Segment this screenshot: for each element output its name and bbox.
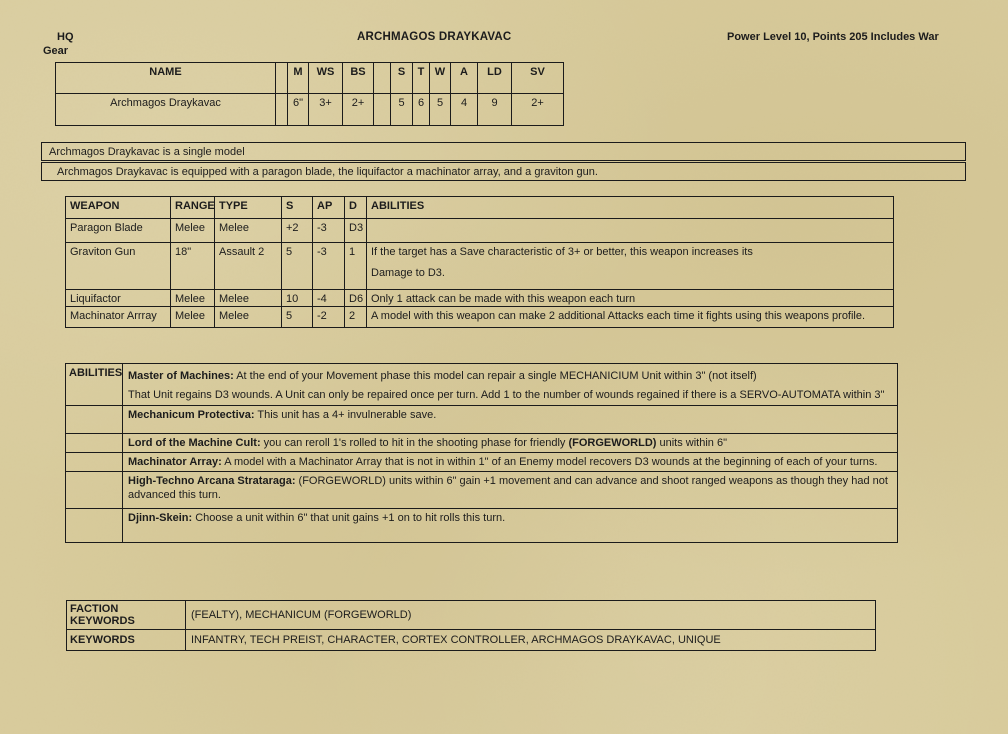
weapon-row-paragon-blade [66,219,894,243]
weapon-row-liquifactor [66,290,894,307]
weapon-abilities-line2: Damage to D3. [371,267,445,279]
weapon-abilities [367,243,894,290]
stats-header-a: A [451,63,478,94]
keywords-row [67,630,876,651]
weapon-abilities-line1: If the target has a Save characteristic of 3+ or better, this weapon increases its [371,246,753,258]
stats-table [55,62,564,126]
abilities-label-spacer [66,453,123,472]
abilities-label-spacer [66,509,123,543]
weapon-range: Melee [171,307,215,328]
ability-text [123,406,898,434]
ability-text-post: units within 6" [659,437,727,449]
weapon-row-machinator-array [66,307,894,328]
weapon-s: 5 [282,307,313,328]
weapon-d: 2 [345,307,367,328]
weapons-header-row [66,197,894,219]
keywords-table [66,600,876,651]
abilities-label-spacer [66,406,123,434]
weapon-ap: -3 [313,243,345,290]
equipment-banner: Archmagos Draykavac is equipped with a paragon blade, the liquifactor a machinator array, and a graviton gun. [41,162,966,181]
weapon-ap: -4 [313,290,345,307]
ability-name: Machinator Array: [128,456,222,468]
weapons-header-weapon: WEAPON [66,197,171,219]
keywords-value: INFANTRY, TECH PREIST, CHARACTER, CORTEX CONTROLLER, ARCHMAGOS DRAYKAVAC, UNIQUE [186,630,876,651]
ability-text [123,364,898,406]
ability-name: High-Techno Arcana Strataraga: [128,475,296,487]
stat-ws: 3+ [309,94,343,126]
weapon-range: Melee [171,290,215,307]
weapon-name: Machinator Arrray [66,307,171,328]
weapon-type: Melee [215,290,282,307]
weapon-s: 10 [282,290,313,307]
stat-m: 6" [288,94,309,126]
abilities-label-spacer [66,434,123,453]
ability-line2: That Unit regains D3 wounds. A Unit can only be repaired once per turn. Add 1 to the number of wounds regained if there is a SERVO-AUTOMATA within 3" [128,389,885,401]
weapon-range: Melee [171,219,215,243]
ability-line1: This unit has a 4+ invulnerable save. [257,409,437,421]
stats-header-row [56,63,564,94]
ability-keyword: (FORGEWORLD) [568,437,657,449]
ability-name: Lord of the Machine Cult: [128,437,261,449]
weapons-table [65,196,894,328]
stats-header-name: NAME [56,63,276,94]
stats-header-sv: SV [512,63,564,94]
weapons-header-ap: AP [313,197,345,219]
stats-header-m: M [288,63,309,94]
weapon-row-graviton-gun [66,243,894,290]
ability-line1: Choose a unit within 6" that unit gains +1 on to hit rolls this turn. [195,512,506,524]
faction-keywords-value: (FEALTY), MECHANICUM (FORGEWORLD) [186,601,876,630]
stat-w: 5 [430,94,451,126]
stats-header-w: W [430,63,451,94]
weapon-type: Melee [215,219,282,243]
keywords-label: KEYWORDS [67,630,186,651]
ability-text [123,472,898,509]
weapon-abilities [367,219,894,243]
stats-header-spacer2 [374,63,391,94]
ability-row-high-techno-arcana [66,472,898,509]
ability-line1: (FORGEWORLD) units within 6" gain +1 movement and can advance and shoot ranged weapons as though they had not [298,475,888,487]
weapon-name: Graviton Gun [66,243,171,290]
ability-line2: advanced this turn. [128,489,221,501]
stats-header-s: S [391,63,413,94]
stat-bs: 2+ [343,94,374,126]
stats-header-ws: WS [309,63,343,94]
weapon-type: Assault 2 [215,243,282,290]
ability-text [123,509,898,543]
weapon-d: D3 [345,219,367,243]
stat-s: 5 [391,94,413,126]
faction-keywords-row [67,601,876,630]
single-model-banner: Archmagos Draykavac is a single model [41,142,966,161]
stat-sv: 2+ [512,94,564,126]
category-label: HQ [57,31,74,43]
stat-a: 4 [451,94,478,126]
weapon-d: D6 [345,290,367,307]
weapon-type: Melee [215,307,282,328]
stat-spacer1 [276,94,288,126]
ability-text [123,453,898,472]
ability-row-lord-of-the-machine-cult [66,434,898,453]
stats-header-spacer1 [276,63,288,94]
weapon-d: 1 [345,243,367,290]
points-label: Power Level 10, Points 205 Includes War [727,31,939,43]
ability-text-pre: you can reroll 1's rolled to hit in the shooting phase for friendly [263,437,566,449]
ability-row-master-of-machines [66,364,898,406]
abilities-label: ABILITIES [66,364,123,406]
weapons-header-d: D [345,197,367,219]
ability-line1: At the end of your Movement phase this model can repair a single MECHANICIUM Unit within 3" (not itself) [236,370,757,382]
stat-name: Archmagos Draykavac [56,94,276,126]
stats-header-ld: LD [478,63,512,94]
weapons-header-abilities: ABILITIES [367,197,894,219]
weapon-abilities: A model with this weapon can make 2 additional Attacks each time it fights using this weapons profile. [367,307,894,328]
ability-name: Master of Machines: [128,370,234,382]
weapon-name: Paragon Blade [66,219,171,243]
weapon-ap: -2 [313,307,345,328]
stats-header-t: T [413,63,430,94]
gear-label: Gear [43,45,69,57]
page-title: ARCHMAGOS DRAYKAVAC [357,31,512,43]
weapon-range: 18" [171,243,215,290]
ability-name: Mechanicum Protectiva: [128,409,255,421]
faction-keywords-label: FACTION KEYWORDS [67,601,186,630]
ability-text [123,434,898,453]
abilities-table [65,363,898,543]
ability-row-machinator-array [66,453,898,472]
weapon-ap: -3 [313,219,345,243]
ability-row-mechanicum-protectiva [66,406,898,434]
stat-t: 6 [413,94,430,126]
abilities-label-spacer [66,472,123,509]
ability-row-djinn-skein [66,509,898,543]
ability-line1: A model with a Machinator Array that is not in within 1" of an Enemy model recovers D3 wounds at the beginning of each of your turns. [224,456,878,468]
stat-ld: 9 [478,94,512,126]
weapon-s: +2 [282,219,313,243]
stat-spacer2 [374,94,391,126]
weapons-header-s: S [282,197,313,219]
weapons-header-type: TYPE [215,197,282,219]
weapon-name: Liquifactor [66,290,171,307]
stats-header-bs: BS [343,63,374,94]
ability-name: Djinn-Skein: [128,512,193,524]
weapons-header-range: RANGE [171,197,215,219]
weapon-s: 5 [282,243,313,290]
stats-data-row [56,94,564,126]
weapon-abilities: Only 1 attack can be made with this weapon each turn [367,290,894,307]
